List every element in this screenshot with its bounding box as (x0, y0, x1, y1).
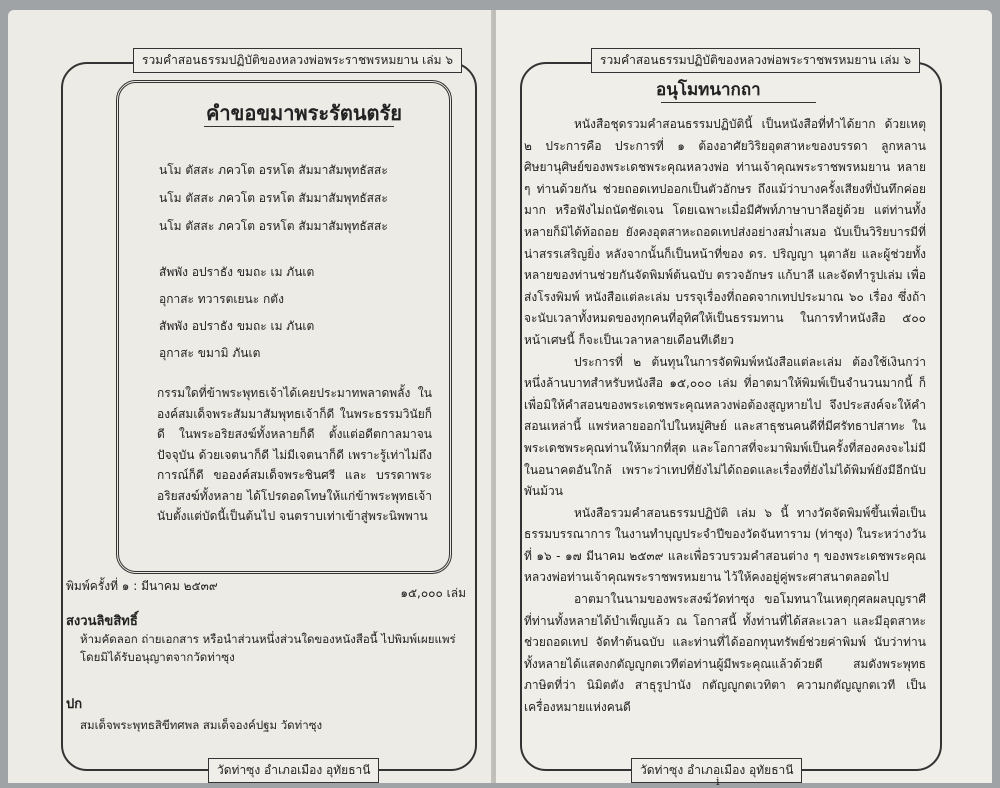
left-page-header: รวมคำสอนธรรมปฏิบัติของหลวงพ่อพระราชพรหมยาน เล่ม ๖ (133, 48, 462, 73)
right-page-footer: วัดท่าซุง อำเภอเมือง อุทัยธานี (631, 758, 802, 783)
title-underline (204, 126, 394, 127)
title-underline (661, 102, 816, 103)
copyright-heading: สงวนลิขสิทธิ์ (66, 614, 138, 629)
chant-line: นโม ตัสสะ ภควโต อรหโต สัมมาสัมพุทธัสสะ (159, 191, 388, 205)
body-paragraph: หนังสือรวมคำสอนธรรมปฏิบัติ เล่ม ๖ นี้ ทางวัดจัดพิมพ์ขึ้นเพื่อเป็นธรรมบรรณาการ ในงานทำบุญประจำปีของวัดจันทาราม (ท่าซุง) ในระหว่างวันที่ ๑๖ - ๑๗ มีนาคม ๒๕๓๙ และเพื่อรวบรวมคำสอนต่าง ๆ ของพระเดชพระคุณหลวงพ่อท่านเจ้าคุณพระราชพรหมยาน ไว้ให้คงอยู่คู่พระศาสนาตลอดไป (524, 505, 926, 585)
left-page-footer: วัดท่าซุง อำเภอเมือง อุทัยธานี (208, 758, 379, 783)
chant-line: อุกาสะ ทวารตเยนะ กตัง (159, 292, 284, 306)
cover-text: สมเด็จพระพุทธสิขีทศพล สมเด็จองค์ปฐม วัดท่าซุง (80, 718, 323, 732)
cover-heading: ปก (66, 697, 83, 712)
chant-line: สัพพัง อปราธัง ขมถะ เม ภันเต (159, 265, 315, 279)
print-edition: พิมพ์ครั้งที่ ๑ : มีนาคม ๒๕๓๙ (66, 579, 218, 593)
chant-line: นโม ตัสสะ ภควโต อรหโต สัมมาสัมพุทธัสสะ (159, 219, 388, 233)
body-paragraph: ประการที่ ๒ ต้นทุนในการจัดพิมพ์หนังสือแต่ละเล่ม ต้องใช้เงินกว่าหนึ่งล้านบาทสำหรับหนังสือ ๑๕,๐๐๐ เล่ม ที่อาตมาให้พิมพ์เป็นจำนวนมากนี้ ก็เพื่อมิให้คำสอนของพระเดชพระคุณหลวงพ่อต้องสูญหายไป จึงประสงค์จะให้คำสอนเหล่านี้ แพร่หลายออกไปในหมู่ศิษย์ และสาธุชนคนดีที่มีศรัทธาปสาทะ ในพระเดชพระคุณท่านให้มากที่สุด และโอกาสที่จะมาพิมพ์เป็นครั้งที่สองคงจะไม่มีในอนาคตอันใกล้ เพราะว่าเทปที่ยังไม่ได้ถอดและเรื่องที่ยังไม่ได้พิมพ์ยังมีอีกนับพันม้วน (524, 354, 926, 499)
print-count: ๑๕,๐๐๐ เล่ม (400, 586, 466, 600)
apology-paragraph: กรรมใดที่ข้าพระพุทธเจ้าได้เคยประมาทพลาดพลั้ง ในองค์สมเด็จพระสัมมาสัมพุทธเจ้าก็ดี ในพระธรรมวินัยก็ดี ในพระอริยสงฆ์ทั้งหลายก็ดี ตั้งแต่อดีตกาลมาจนปัจจุบัน ด้วยเจตนาก็ดี ไม่มีเจตนาก็ดี เพราะรู้เท่าไม่ถึงการณ์ก็ดี ขอองค์สมเด็จพระชินศรี และ บรรดาพระอริยสงฆ์ทั้งหลาย ได้โปรดอดโทษให้แก่ข้าพระพุทธเจ้านับตั้งแต่บัดนี้เป็นต้นไป จนตราบเท่าเข้าสู่พระนิพพาน (157, 386, 432, 523)
print-info (66, 577, 466, 600)
apology-box-title: คำขอขมาพระรัตนตรัย (206, 101, 402, 125)
anumodana-text (524, 114, 926, 719)
body-paragraph: อาตมาในนามของพระสงฆ์วัดท่าซุง ขอโมทนาในเหตุกุศลผลบุญราศีที่ท่านทั้งหลายได้บำเพ็ญแล้ว ณ โอกาสนี้ ทั้งท่านที่ได้สละเวลา และมีอุตสาหะช่วยถอดเทป จัดทำต้นฉบับ และท่านที่ได้ออกทุนทรัพย์ช่วยค่าพิมพ์ นับว่าท่านทั้งหลายได้แสดงกตัญญูกตเวทีต่อท่านผู้มีพระคุณแล้วด้วยดี สมดังพระพุทธภาษิตที่ว่า นิมิตตัง สาธุรูปานัง กตัญญูกตเวทิตา ความกตัญญูกตเวที เป็นเครื่องหมายแห่งคนดี (524, 592, 926, 715)
apology-box (116, 80, 452, 574)
left-page (8, 10, 491, 783)
chant-line: อุกาสะ ขมามิ ภันเต (159, 346, 261, 360)
chant-line: นโม ตัสสะ ภควโต อรหโต สัมมาสัมพุทธัสสะ (159, 163, 388, 177)
right-page (496, 10, 992, 788)
chant-line: สัพพัง อปราธัง ขมถะ เม ภันเต (159, 319, 315, 333)
right-page-header: รวมคำสอนธรรมปฏิบัติของหลวงพ่อพระราชพรหมยาน เล่ม ๖ (591, 48, 920, 73)
page-title: อนุโมทนากถา (656, 80, 761, 100)
page-number: i (716, 775, 720, 788)
copyright-text: ห้ามคัดลอก ถ่ายเอกสาร หรือนำส่วนหนึ่งส่วนใดของหนังสือนี้ ไปพิมพ์เผยแพร่ โดยมิได้รับอนุญาตจากวัดท่าซุง (80, 632, 456, 664)
body-paragraph: หนังสือชุดรวมคำสอนธรรมปฏิบัตินี้ เป็นหนังสือที่ทำได้ยาก ด้วยเหตุ ๒ ประการคือ ประการที่ ๑ ต้องอาศัยวิริยอุตสาหะของบรรดา ลูกหลานศิษยานุศิษย์ของพระเดชพระคุณหลวงพ่อ ท่านเจ้าคุณพระราชพรหมยาน หลาย ๆ ท่านด้วยกัน ช่วยถอดเทปออกเป็นตัวอักษร ถึงแม้ว่าบางครั้งเสียงที่บันทึกค่อยมาก หรือฟังไม่ถนัดชัดเจน โดยเฉพาะเมื่อมีศัพท์ภาษาบาลีอยู่ด้วย แต่ท่านทั้งหลายก็มิได้ท้อถอย ยังคงอุตสาหะถอดเทปส่งอย่างสม่ำเสมอ นับเป็นวิริยบารมีที่น่าสรรเสริญยิ่ง หลังจากนั้นก็เป็นหน้าที่ของ ดร. ปริญญา นุตาลัย และผู้ช่วยทั้งหลายของท่านช่วยกันจัดพิมพ์ต้นฉบับ ตรวจอักษร แก้บาลี และจัดทำรูปเล่ม เพื่อส่งโรงพิมพ์ หนังสือแต่ละเล่ม บรรจุเรื่องที่ถอดจากเทปประมาณ ๖๐ เรื่อง ซึ่งถ้าจะนับเวลาทั้งหมดของทุกคนที่อุทิศให้เป็นธรรมทาน ในการทำหนังสือ ๕๐๐ หน้าเศษนี้ ก็จะเป็นเวลาหลายเดือนทีเดียว (524, 117, 926, 347)
